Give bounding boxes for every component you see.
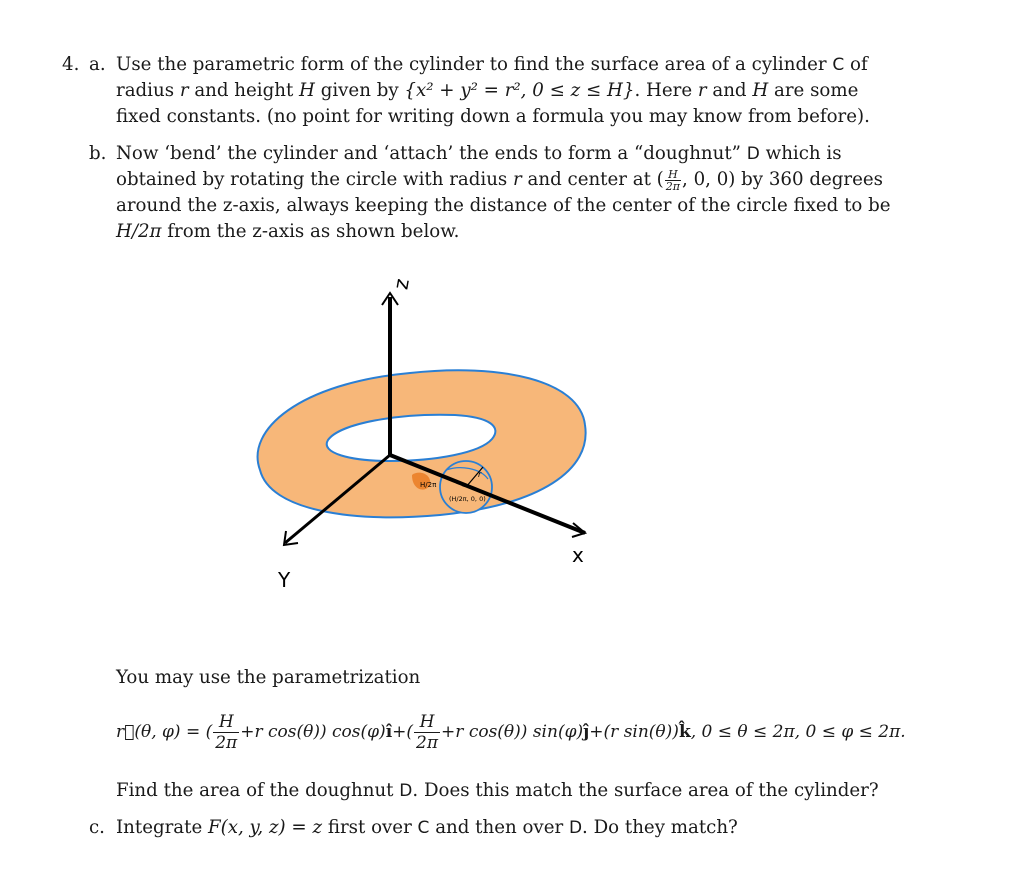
part-a-label: a. xyxy=(89,54,106,75)
parametrization-formula: r⃗(θ, φ) = ( $\frac{H}{2\pi}$ +r cos(θ)) cos(φ)î+( $\frac{H}{2\pi}$ +r cos(θ)) sin(φ)ĵ+(r sin(θ))k̂, 0 ≤ θ ≤ 2π, 0 ≤ φ ≤ 2π. xyxy=(116,712,906,753)
part-b-line-4: H/2π from the z-axis as shown below. xyxy=(116,221,460,242)
part-b-line-1: Now ‘bend’ the cylinder and ‘attach’ the ends to form a “doughnut” D which is xyxy=(116,143,842,164)
center-fraction: $\frac{H}{2\pi}$ xyxy=(665,167,680,193)
problem-number: 4. xyxy=(62,54,80,75)
part-b-label: b. xyxy=(89,143,107,164)
part-a-line-2: radius r and height H given by {x² + y² = r², 0 ≤ z ≤ H}. Here r and H are some xyxy=(116,80,859,101)
x-axis-label: x xyxy=(572,543,584,567)
parametrization-intro: You may use the parametrization xyxy=(116,667,421,688)
part-a-line-3: fixed constants. (no point for writing down a formula you may know from before). xyxy=(116,106,870,127)
part-b-question: Find the area of the doughnut D. Does this match the surface area of the cylinder? xyxy=(116,780,879,801)
part-a-line-1: Use the parametric form of the cylinder to find the surface area of a cylinder C of xyxy=(116,54,868,75)
part-b-line-3: around the z-axis, always keeping the distance of the center of the circle fixed to be xyxy=(116,195,891,216)
z-axis-label: z xyxy=(388,276,414,292)
y-axis-label: Y xyxy=(278,568,291,592)
part-b-line-2: obtained by rotating the circle with radius r and center at ( $\frac{H}{2\pi}$ , 0, 0) by 360 degrees xyxy=(116,167,883,193)
part-c-label: c. xyxy=(89,817,105,838)
radius-label: r xyxy=(478,470,482,479)
torus-figure xyxy=(240,265,620,595)
distance-label: H/2π xyxy=(420,481,437,489)
cylinder-set: {x² + y² = r², 0 ≤ z ≤ H} xyxy=(404,80,635,101)
center-label: (H/2π, 0, 0) xyxy=(449,495,486,503)
part-c-line: Integrate F(x, y, z) = z first over C and then over D. Do they match? xyxy=(116,817,738,838)
